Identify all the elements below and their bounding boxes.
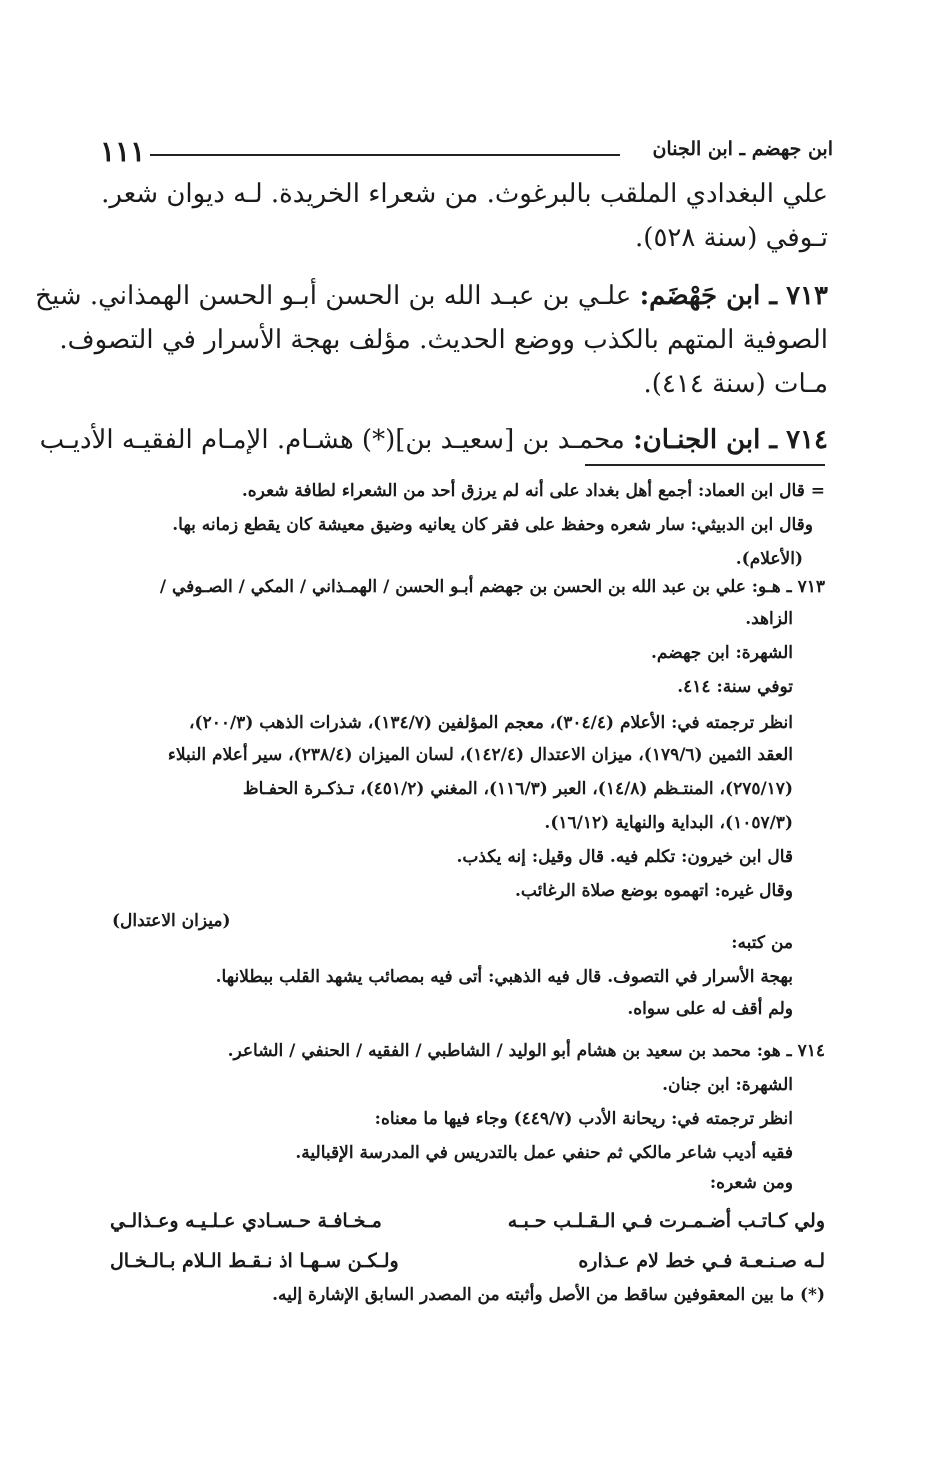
note-line: ٧١٤ ـ هو: محمد بن سعيد بن هشام أبو الوليد / الشاطبي / الفقيه / الحنفي / الشاعر. (227, 1041, 825, 1061)
poem-verse-hemistich: لـه صـنـعـة فـي خط لام عـذاره (578, 1250, 825, 1272)
note-line: = قال ابن العماد: أجمع أهل بغداد على أنه لم يرزق أحد من الشعراء لطافة شعره. (241, 481, 825, 501)
note-line: ٧١٣ ـ هـو: علي بن عبد الله بن الحسن بن جهضم أبـو الحسن / الهمـذاني / المكي / الصـوفي / (159, 577, 825, 597)
note-line: قال ابن خيرون: تكلم فيه. قال وقيل: إنه يكذب. (456, 847, 793, 867)
entry-713-heading: ٧١٣ ـ ابن جَهْضَم: (639, 281, 828, 311)
note-line: العقد الثمين (١٧٩/٦)، ميزان الاعتدال (١٤٢/٤)، لسان الميزان (٢٣٨/٤)، سير أعلام النبلاء (167, 745, 793, 765)
note-line: وقال غيره: اتهموه بوضع صلاة الرغائب. (514, 881, 793, 901)
main-text-line: تـوفي (سنة ٥٢٨). (635, 223, 828, 253)
note-line: (٢٧٥/١٧)، المنتـظم (١٤/٨)، العبر (١١٦/٣)، المغني (٤٥١/٢)، تـذكـرة الحفـاظ (242, 779, 793, 799)
main-text-line: مـات (سنة ٤١٤). (643, 369, 828, 399)
note-line: بهجة الأسرار في التصوف. قال فيه الذهبي: أتى فيه بمصائب يشهد القلب ببطلانها. (215, 967, 793, 987)
note-line: (١٠٥٧/٣)، البداية والنهاية (١٦/١٢). (544, 813, 793, 833)
note-line: انظر ترجمته في: ريحانة الأدب (٤٤٩/٧) وجاء فيها ما معناه: (374, 1109, 793, 1129)
footnote: (*) ما بين المعقوفين ساقط من الأصل وأثبته من المصدر السابق الإشارة إليه. (272, 1285, 825, 1305)
poem-verse-hemistich: ولـكـن سـهـا اذ نـقـط الـلام بـالـخـال (110, 1250, 399, 1272)
note-line: توفي سنة: ٤١٤. (677, 677, 793, 697)
poem-verse-hemistich: ولي كـاتـب أضـمـرت فـي الـقـلـب حـبـه (507, 1210, 825, 1232)
notes-separator-rule (585, 464, 825, 466)
poem-verse-hemistich: مـخـافـة حـسـادي عـلـيـه وعـذالـي (110, 1210, 382, 1232)
note-line: ومن شعره: (709, 1173, 793, 1193)
note-line: فقيه أديب شاعر مالكي ثم حنفي عمل بالتدريس في المدرسة الإقبالية. (295, 1143, 793, 1163)
note-source: (الأعلام). (735, 549, 803, 569)
note-line: الشهرة: ابن جنان. (662, 1075, 793, 1095)
note-line: من كتبه: (731, 933, 793, 953)
main-text-line: علي البغدادي الملقب بالبرغوث. من شعراء الخريدة. لـه ديوان شعر. (101, 179, 828, 209)
running-header-title: ابن جهضم ـ ابن الجنان (652, 138, 833, 160)
main-text-line: الصوفية المتهم بالكذب ووضع الحديث. مؤلف بهجة الأسرار في التصوف. (59, 325, 828, 355)
entry-714-text: محمـد بن [سعيـد بن](*) هشـام. الإمـام الفقيـه الأديـب (39, 425, 625, 455)
note-line: الشهرة: ابن جهضم. (650, 643, 793, 663)
note-line: وقال ابن الدبيثي: سار شعره وحفظ على فقر كان يعانيه وضيق معيشة كان يقطع زمانه بها. (172, 515, 813, 535)
page-number: ١١١ (100, 135, 146, 168)
note-line: الزاهد. (745, 609, 793, 629)
entry-714-line (40, 418, 828, 462)
note-line: انظر ترجمته في: الأعلام (٣٠٤/٤)، معجم المؤلفين (١٣٤/٧)، شذرات الذهب (٢٠٠/٣)، (189, 713, 793, 733)
note-source: (ميزان الاعتدال) (112, 911, 231, 931)
note-line: ولم أقف له على سواه. (627, 999, 793, 1019)
entry-713-text: علـي بن عبـد الله بن الحسن أبـو الحسن الهمذاني. شيخ (35, 281, 632, 311)
entry-713-line (35, 274, 828, 318)
header-rule (150, 154, 620, 156)
entry-714-heading: ٧١٤ ـ ابن الجنـان: (633, 425, 828, 455)
